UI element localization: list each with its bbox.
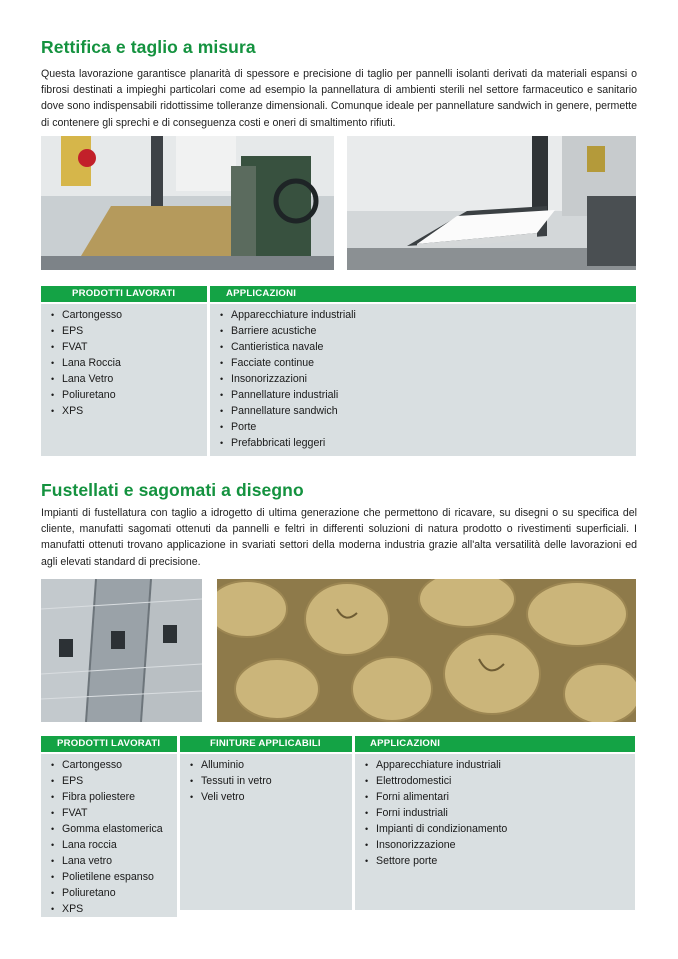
list-item: • Cantieristica navale [220, 339, 636, 355]
table-fustellati [41, 736, 635, 915]
list-item: • Gomma elastomerica [51, 821, 177, 837]
list-item: • EPS [51, 773, 177, 789]
table-rettifica [41, 286, 636, 456]
list-item: • Lana vetro [51, 853, 177, 869]
list-item: • Elettrodomestici [365, 773, 635, 789]
column-header: APPLICAZIONI [210, 286, 636, 302]
column-prodotti-lavorati [41, 286, 207, 456]
column-finiture-applicabili [180, 736, 352, 910]
list-item: • Prefabbricati leggeri [220, 435, 636, 451]
list-item: • Polietilene espanso [51, 869, 177, 885]
list-item: • Poliuretano [51, 885, 177, 901]
list-item: • Cartongesso [51, 757, 177, 773]
list-item: • Alluminio [190, 757, 352, 773]
list-item: • Settore porte [365, 853, 635, 869]
list-item: • XPS [51, 403, 207, 419]
column-body [41, 304, 207, 456]
list-item: • Lana Roccia [51, 355, 207, 371]
list-item: • Lana Vetro [51, 371, 207, 387]
list-item: • Pannellature sandwich [220, 403, 636, 419]
list-item: • Tessuti in vetro [190, 773, 352, 789]
list-item: • Facciate continue [220, 355, 636, 371]
list-item: • Apparecchiature industriali [365, 757, 635, 773]
list-item: • Cartongesso [51, 307, 207, 323]
column-prodotti-lavorati [41, 736, 177, 915]
column-applicazioni [210, 286, 636, 456]
section-paragraph-rettifica: Questa lavorazione garantisce planarità di spessore e precisione di taglio per pannelli isolanti derivati da materiali espansi o fibrosi destinati a impieghi particolari come ad esempio la pannellatura di ambienti sterili nel settore farmaceutico e sanitario dove sono indispensabili ridottissime tolleranze dimensionali. Comunque ideale per pannellature sandwich in genere, permette di contenere gli sprechi e di conseguenza costi e oneri di smaltimento rifiuti. [41, 68, 637, 129]
column-header: APPLICAZIONI [355, 736, 635, 752]
list-item: • Fibra poliestere [51, 789, 177, 805]
list-item: • Apparecchiature industriali [220, 307, 636, 323]
item-list [210, 307, 636, 451]
section-paragraph-fustellati: Impianti di fustellatura con taglio a idrogetto di ultima generazione che permettono di ricavare, su disegni o su specifica del cliente, manufatti sagomati ottenuti da pannelli e feltri in differenti soluzioni di natura prodotto o rivestimenti superficiali. I manufatti ottenuti trovano applicazione in svariati settori della moderna industria grazie all'alta versatilità delle lavorazioni ed agli elevati standard di precisione. [41, 507, 637, 568]
column-header: FINITURE APPLICABILI [180, 736, 352, 752]
list-item: • Barriere acustiche [220, 323, 636, 339]
column-applicazioni [355, 736, 635, 910]
column-body [180, 754, 352, 910]
column-body [355, 754, 635, 910]
list-item: • FVAT [51, 805, 177, 821]
list-item: • FVAT [51, 339, 207, 355]
list-item: • Porte [220, 419, 636, 435]
list-item: • XPS [51, 901, 177, 917]
photo-rock-wool-discs [217, 579, 636, 722]
list-item: • EPS [51, 323, 207, 339]
column-body [210, 304, 636, 456]
list-item: • Insonorizzazioni [220, 371, 636, 387]
list-item: • Veli vetro [190, 789, 352, 805]
photo-aluminium-panels [41, 579, 202, 722]
column-header: PRODOTTI LAVORATI [41, 286, 207, 302]
item-list [41, 757, 177, 917]
column-header: PRODOTTI LAVORATI [41, 736, 177, 752]
list-item: • Poliuretano [51, 387, 207, 403]
item-list [41, 307, 207, 419]
list-item: • Forni industriali [365, 805, 635, 821]
photo-cutting-line [347, 136, 636, 270]
list-item: • Lana roccia [51, 837, 177, 853]
photo-grinding-machine [41, 136, 334, 270]
list-item: • Insonorizzazione [365, 837, 635, 853]
section-title-rettifica: Rettifica e taglio a misura [41, 37, 256, 57]
section-title-fustellati: Fustellati e sagomati a disegno [41, 480, 304, 500]
list-item: • Forni alimentari [365, 789, 635, 805]
list-item: • Impianti di condizionamento [365, 821, 635, 837]
item-list [180, 757, 352, 805]
list-item: • Pannellature industriali [220, 387, 636, 403]
item-list [355, 757, 635, 869]
column-body [41, 754, 177, 917]
